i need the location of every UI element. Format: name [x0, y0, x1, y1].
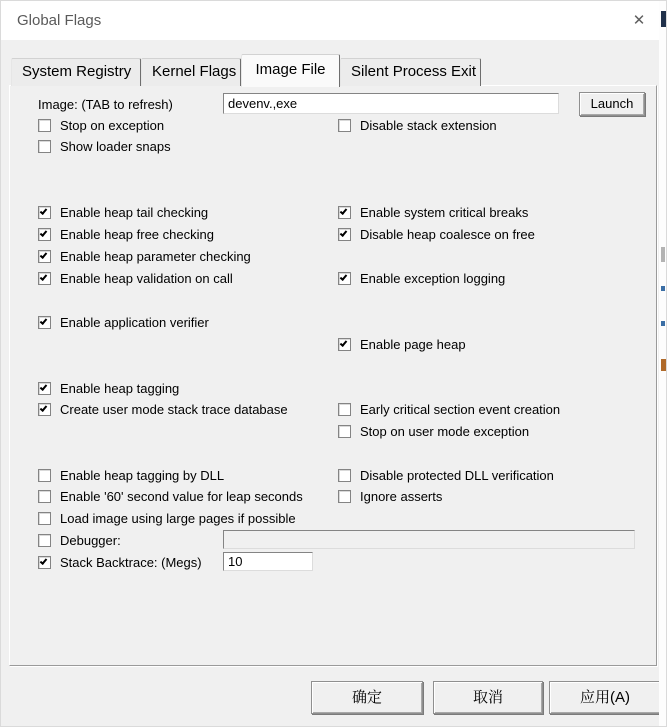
checkbox-row: [38, 204, 208, 221]
checkbox-row: [38, 138, 171, 155]
checkbox-row: [38, 488, 303, 505]
checkmark-icon: [40, 404, 48, 412]
checkbox-row: [338, 270, 505, 287]
image-label: Image: (TAB to refresh): [38, 97, 173, 112]
checkbox-row: [338, 226, 535, 243]
titlebar: [1, 1, 667, 40]
create-user-mode-stack-trace-database-checkbox[interactable]: [38, 403, 51, 416]
apply-button[interactable]: 应用(A): [549, 681, 661, 714]
checkbox-row: [338, 336, 466, 353]
show-loader-snaps-checkbox[interactable]: [38, 140, 51, 153]
checkmark-icon: [40, 383, 48, 391]
tab-system-registry[interactable]: [11, 58, 141, 86]
checkbox-label: Enable '60' second value for leap seconds: [60, 489, 303, 504]
screen-edge-artifact: [661, 247, 665, 262]
enable-60-second-value-checkbox[interactable]: [38, 490, 51, 503]
tab-silent-process-exit[interactable]: [340, 58, 481, 86]
screen-edge-artifact: [661, 11, 666, 27]
load-image-large-pages-checkbox[interactable]: [38, 512, 51, 525]
checkbox-row: [338, 117, 497, 134]
checkmark-icon: [340, 207, 348, 215]
checkbox-label: Enable heap tail checking: [60, 205, 209, 220]
tab-label: System Registry: [22, 63, 132, 80]
checkmark-icon: [340, 273, 348, 281]
checkbox-label: Enable heap validation on call: [60, 271, 233, 286]
stack-backtrace-checkbox[interactable]: [38, 556, 51, 569]
checkbox-label: Enable system critical breaks: [360, 205, 529, 220]
image-input[interactable]: [223, 93, 559, 114]
image-label-row: [38, 96, 173, 113]
checkbox-row: [38, 532, 121, 549]
checkbox-row: [338, 401, 560, 418]
debugger-checkbox[interactable]: [38, 534, 51, 547]
tab-image-file[interactable]: [241, 54, 340, 87]
checkbox-label: Enable page heap: [360, 337, 466, 352]
disable-stack-extension-checkbox[interactable]: [338, 119, 351, 132]
checkbox-row: [38, 554, 202, 571]
checkbox-row: [38, 117, 164, 134]
ok-button[interactable]: 确定: [311, 681, 423, 714]
checkbox-row: [38, 510, 296, 527]
checkmark-icon: [40, 207, 48, 215]
checkbox-row: [338, 204, 528, 221]
checkbox-row: [38, 401, 288, 418]
tab-label: Silent Process Exit: [351, 63, 477, 80]
screen-edge-artifact: [661, 321, 665, 326]
stack-backtrace-input[interactable]: [223, 552, 313, 571]
enable-heap-free-checking-checkbox[interactable]: [38, 228, 51, 241]
checkbox-row: [338, 423, 529, 440]
checkbox-label: Ignore asserts: [360, 489, 443, 504]
checkbox-label: Enable application verifier: [60, 315, 209, 330]
screen-edge-artifact: [661, 286, 665, 291]
enable-heap-parameter-checking-checkbox[interactable]: [38, 250, 51, 263]
checkbox-label: Disable stack extension: [360, 118, 497, 133]
checkbox-label: Stop on exception: [60, 118, 165, 133]
checkbox-row: [338, 488, 442, 505]
checkbox-row: [38, 226, 214, 243]
launch-button[interactable]: Launch: [579, 92, 645, 116]
checkmark-icon: [40, 317, 48, 325]
checkbox-row: [38, 380, 179, 397]
enable-heap-tail-checking-checkbox[interactable]: [38, 206, 51, 219]
checkmark-icon: [40, 251, 48, 259]
enable-page-heap-checkbox[interactable]: [338, 338, 351, 351]
checkbox-label: Enable heap tagging by DLL: [60, 468, 225, 483]
disable-heap-coalesce-on-free-checkbox[interactable]: [338, 228, 351, 241]
checkbox-row: [38, 314, 209, 331]
checkbox-label: Early critical section event creation: [360, 402, 561, 417]
enable-application-verifier-checkbox[interactable]: [38, 316, 51, 329]
checkbox-label: Disable protected DLL verification: [360, 468, 554, 483]
enable-heap-tagging-by-dll-checkbox[interactable]: [38, 469, 51, 482]
tab-page-frame: [9, 85, 657, 666]
checkbox-label: Load image using large pages if possible: [60, 511, 296, 526]
checkbox-label: Disable heap coalesce on free: [360, 227, 535, 242]
enable-exception-logging-checkbox[interactable]: [338, 272, 351, 285]
checkbox-label: Show loader snaps: [60, 139, 171, 154]
enable-system-critical-breaks-checkbox[interactable]: [338, 206, 351, 219]
checkmark-icon: [340, 229, 348, 237]
checkbox-row: [38, 248, 251, 265]
checkbox-row: [38, 467, 224, 484]
checkbox-label: Enable exception logging: [360, 271, 506, 286]
window-title: Global Flags: [17, 12, 102, 29]
checkbox-label: Enable heap parameter checking: [60, 249, 251, 264]
checkbox-label: Enable heap free checking: [60, 227, 214, 242]
early-critical-section-event-creation-checkbox[interactable]: [338, 403, 351, 416]
tab-label: Kernel Flags: [152, 63, 237, 80]
checkbox-label: Stack Backtrace: (Megs): [60, 555, 202, 570]
tab-kernel-flags[interactable]: [141, 58, 241, 86]
checkbox-label: Create user mode stack trace database: [60, 402, 288, 417]
close-icon[interactable]: ✕: [632, 12, 646, 29]
disable-protected-dll-verification-checkbox[interactable]: [338, 469, 351, 482]
checkbox-row: [338, 467, 554, 484]
ignore-asserts-checkbox[interactable]: [338, 490, 351, 503]
checkmark-icon: [40, 229, 48, 237]
checkbox-label: Enable heap tagging: [60, 381, 180, 396]
checkmark-icon: [340, 339, 348, 347]
checkbox-row: [38, 270, 233, 287]
enable-heap-validation-on-call-checkbox[interactable]: [38, 272, 51, 285]
checkmark-icon: [40, 557, 48, 565]
stop-on-user-mode-exception-checkbox[interactable]: [338, 425, 351, 438]
checkbox-label: Debugger:: [60, 533, 121, 548]
checkmark-icon: [40, 273, 48, 281]
screen-edge-artifact: [661, 359, 666, 371]
stop-on-exception-checkbox[interactable]: [38, 119, 51, 132]
tab-label: Image File: [255, 61, 326, 78]
debugger-input: [223, 530, 635, 549]
checkbox-label: Stop on user mode exception: [360, 424, 530, 439]
cancel-button[interactable]: 取消: [433, 681, 543, 714]
enable-heap-tagging-checkbox[interactable]: [38, 382, 51, 395]
